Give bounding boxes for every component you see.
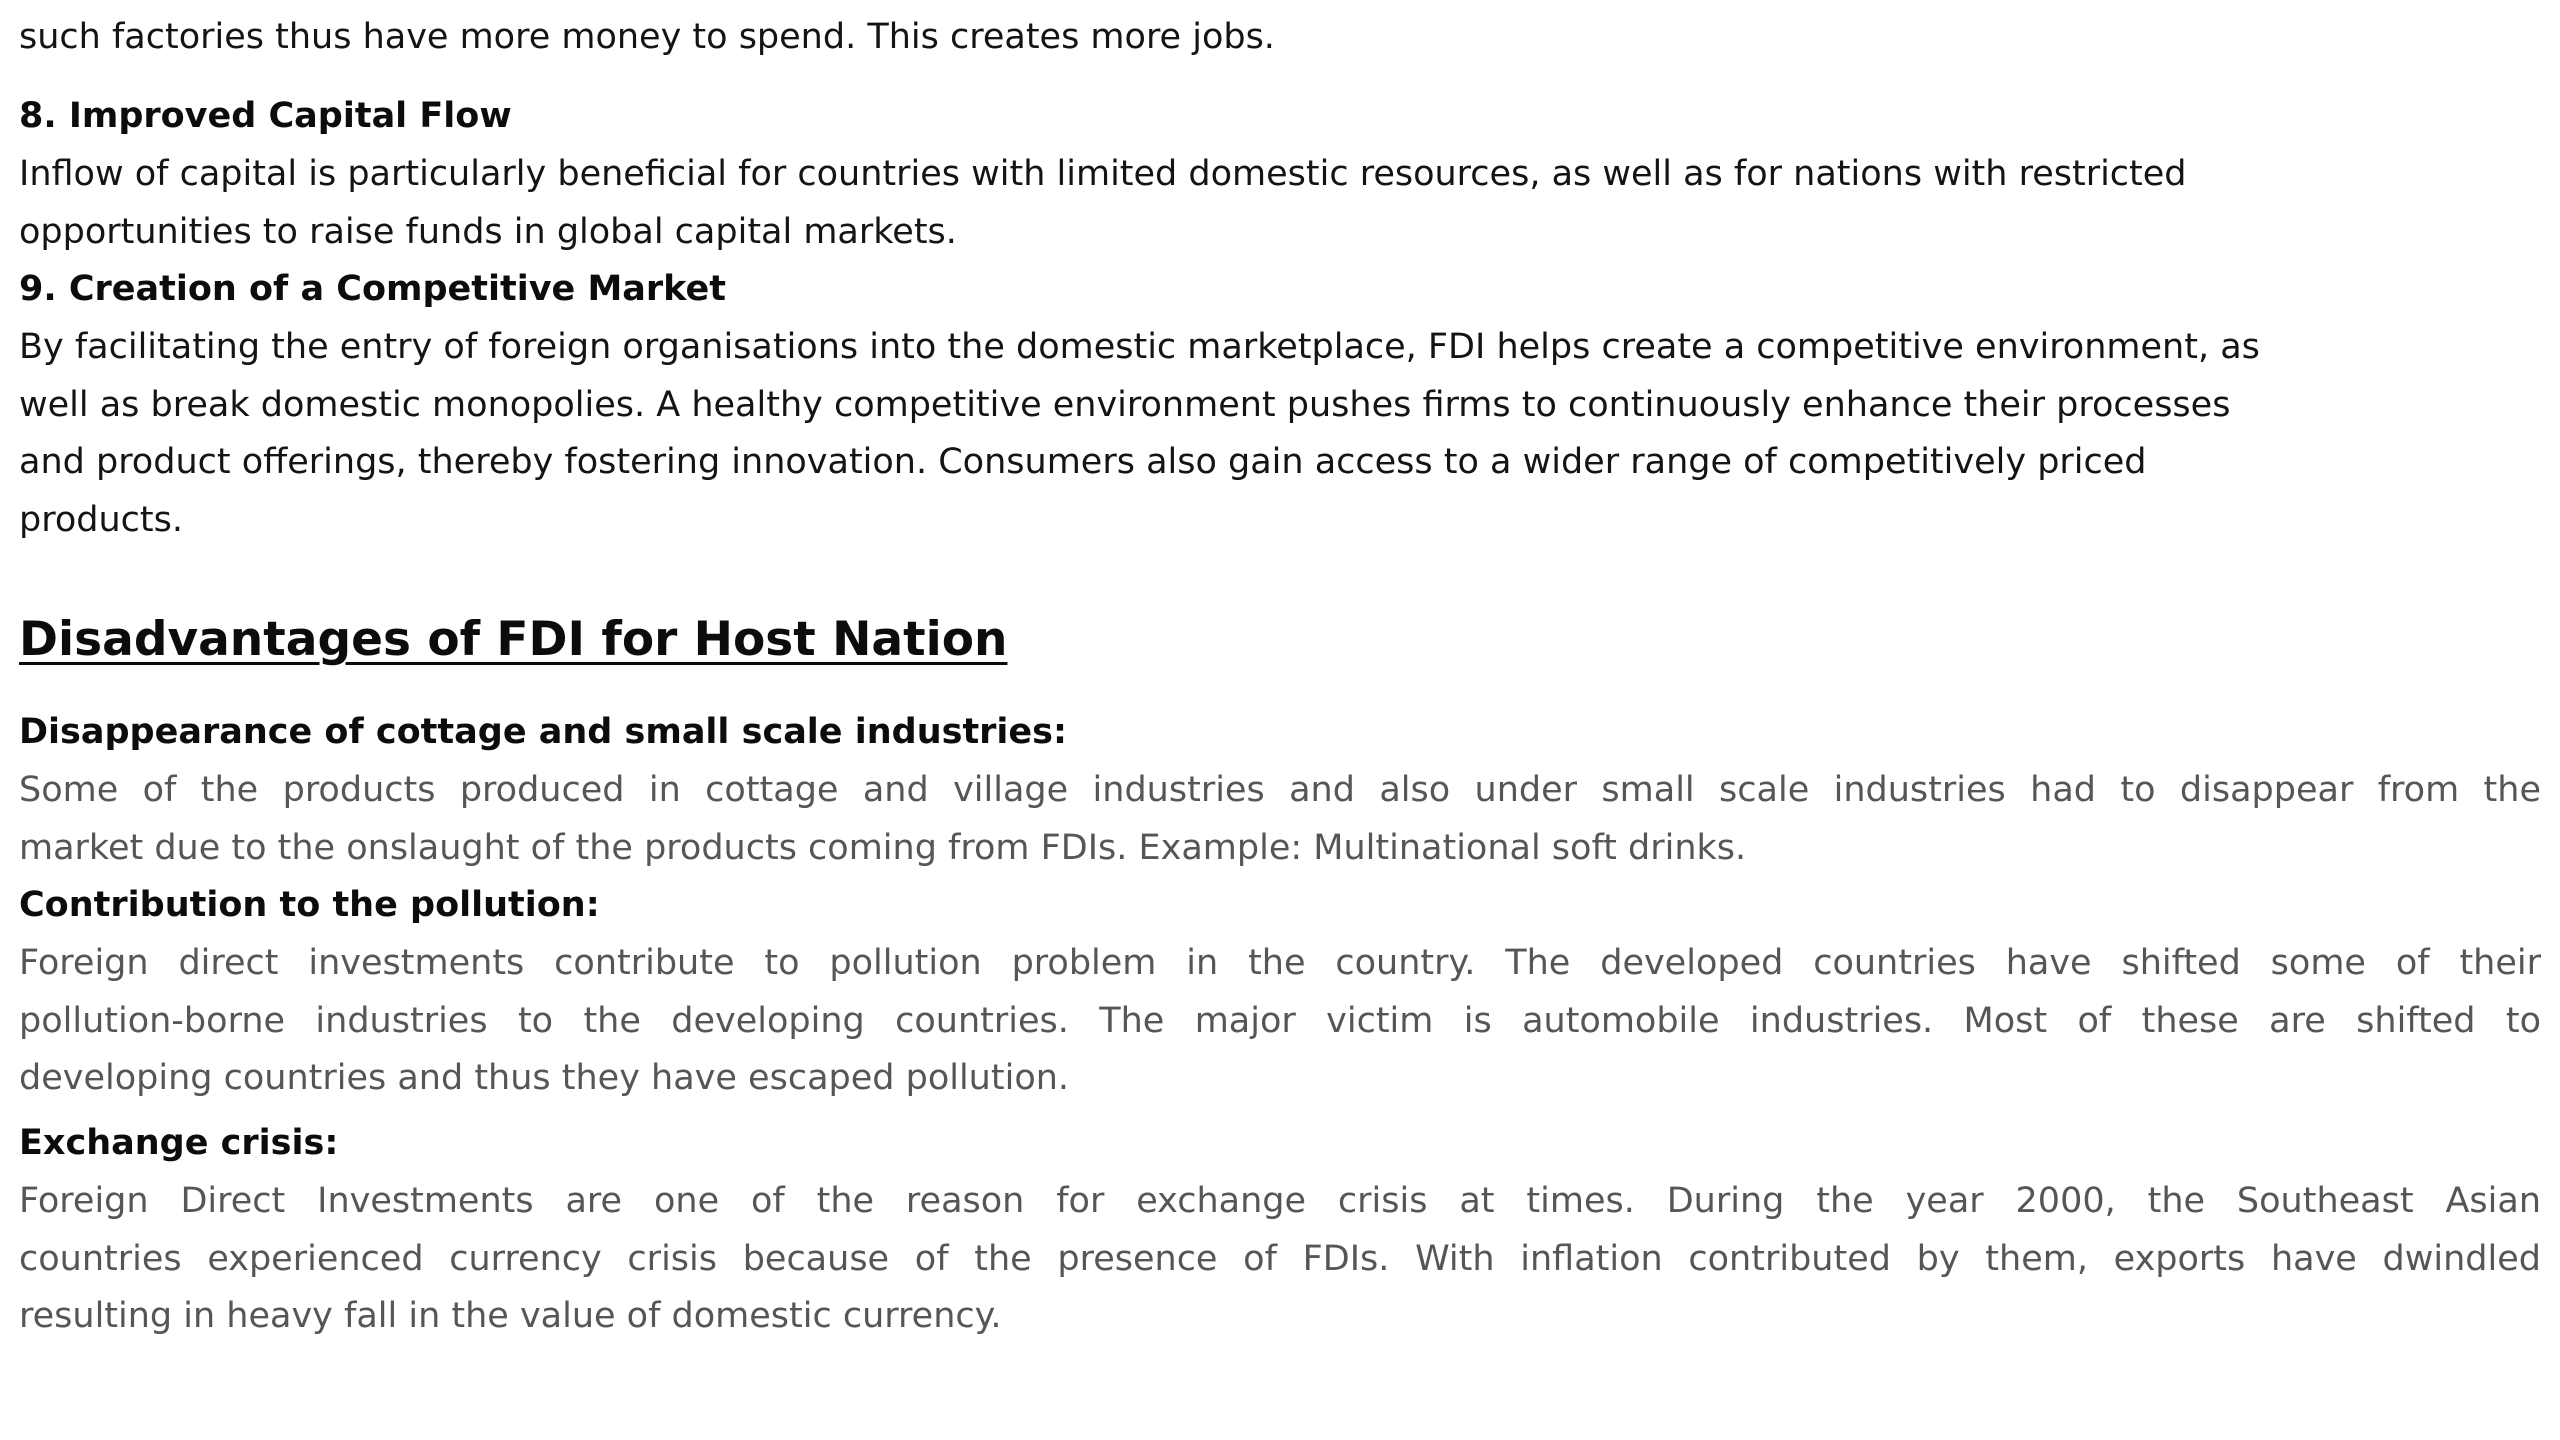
disadvantage-heading-cottage-industries: Disappearance of cottage and small scale industries: xyxy=(19,712,1068,752)
disadvantage-body-cottage-industries xyxy=(19,762,2541,877)
paragraph-line: developing countries and thus they have escaped pollution. xyxy=(19,1058,1070,1098)
paragraph-line: market due to the onslaught of the products coming from FDIs. Example: Multinational soft drinks. xyxy=(19,827,1747,868)
advantage-body-capital-flow xyxy=(19,146,2187,261)
advantage-heading-competitive-market: 9. Creation of a Competitive Market xyxy=(19,269,726,309)
paragraph-line: resulting in heavy fall in the value of domestic currency. xyxy=(19,1296,1002,1336)
disadvantage-heading-exchange-crisis: Exchange crisis: xyxy=(19,1123,339,1163)
disadvantage-heading-pollution: Contribution to the pollution: xyxy=(19,885,600,925)
paragraph-line: Some of the products produced in cottage and village industries and also under small scale industries had to disappear from the xyxy=(19,770,2541,810)
intro-paragraph xyxy=(19,9,1275,67)
paragraph-line: pollution-borne industries to the developing countries. The major victim is automobile industries. Most of these are shifted to xyxy=(19,1000,2541,1041)
advantage-body-competitive-market xyxy=(19,319,2260,549)
paragraph-line: and product offerings, thereby fostering innovation. Consumers also gain access to a wider range of competitively priced xyxy=(19,442,2147,482)
paragraph-line: countries experienced currency crisis because of the presence of FDIs. With inflation contributed by them, exports have dwindled xyxy=(19,1238,2541,1279)
paragraph-line: By facilitating the entry of foreign organisations into the domestic marketplace, FDI helps create a competitive environment, as xyxy=(19,327,2260,367)
paragraph-line: opportunities to raise funds in global capital markets. xyxy=(19,211,957,252)
paragraph-line: Inflow of capital is particularly beneficial for countries with limited domestic resources, as well as for nations with restricted xyxy=(19,154,2187,194)
disadvantage-body-pollution xyxy=(19,935,2541,1108)
disadvantage-body-exchange-crisis xyxy=(19,1173,2541,1346)
paragraph-line: products. xyxy=(19,499,183,540)
advantage-heading-capital-flow: 8. Improved Capital Flow xyxy=(19,96,512,136)
paragraph-line: well as break domestic monopolies. A healthy competitive environment pushes firms to continuously enhance their processes xyxy=(19,384,2231,425)
paragraph-line: such factories thus have more money to spend. This creates more jobs. xyxy=(19,17,1275,57)
section-title: Disadvantages of FDI for Host Nation xyxy=(19,612,1008,667)
paragraph-line: Foreign Direct Investments are one of the reason for exchange crisis at times. During the year 2000, the Southeast Asian xyxy=(19,1181,2541,1221)
paragraph-line: Foreign direct investments contribute to pollution problem in the country. The developed countries have shifted some of their xyxy=(19,943,2541,983)
